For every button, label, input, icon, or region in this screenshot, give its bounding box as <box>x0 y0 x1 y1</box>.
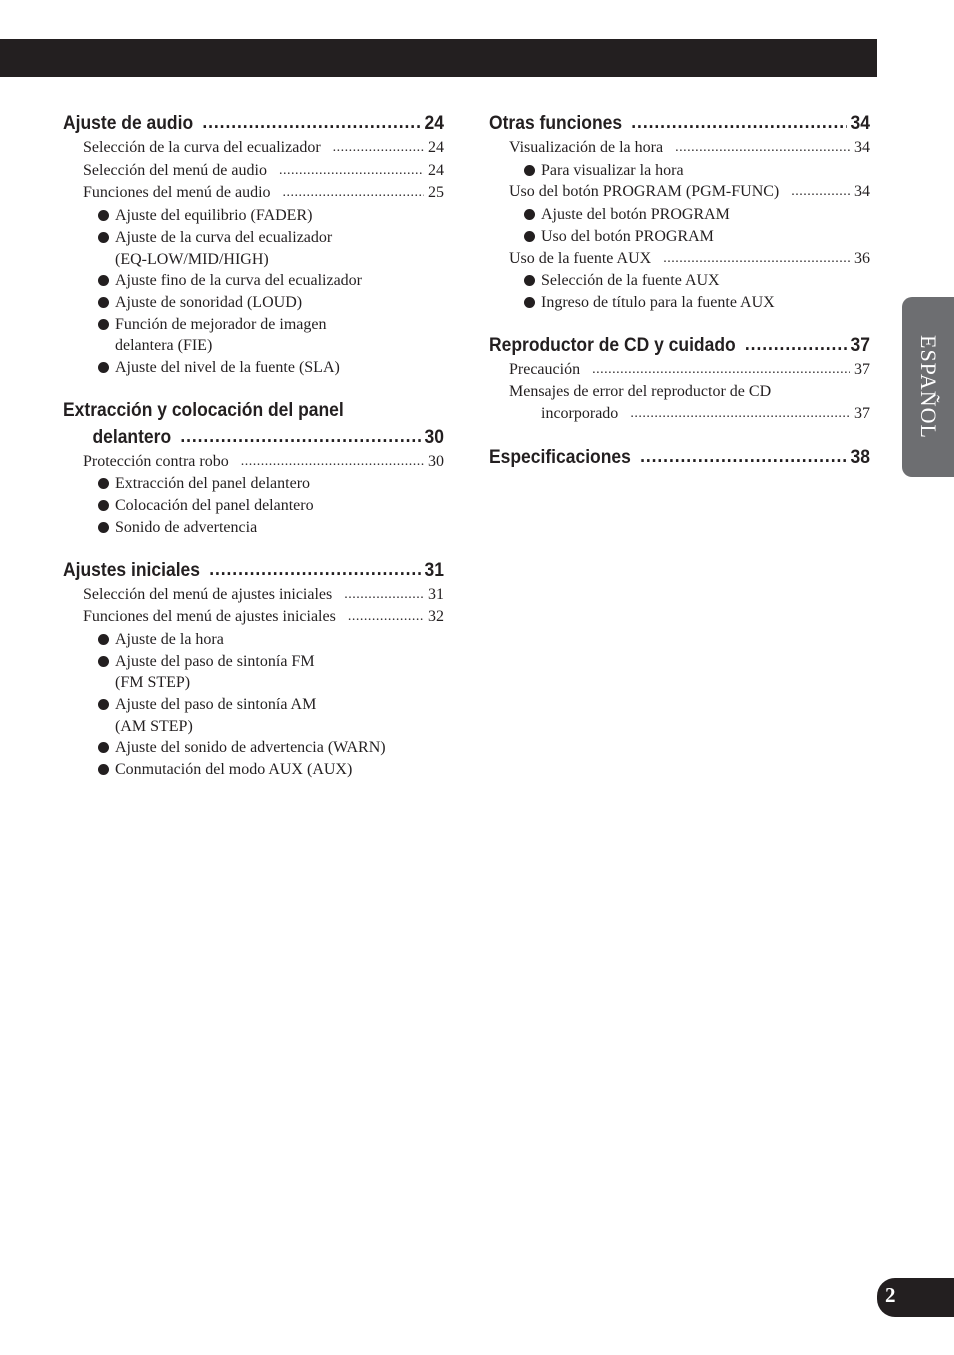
bullet-icon <box>98 297 109 308</box>
toc-bullet-entry[interactable] <box>63 629 444 651</box>
entry-text: Funciones del menú de ajustes iniciales <box>83 608 336 626</box>
bullet-icon <box>98 210 109 221</box>
toc-section <box>63 557 444 781</box>
bullet-icon <box>524 231 535 242</box>
entry-page-number: 30 <box>428 452 444 470</box>
section-page-number: 34 <box>850 113 871 134</box>
section-title[interactable] <box>489 332 870 359</box>
bullet-text-block <box>541 204 730 226</box>
toc-bullet-entry[interactable] <box>63 270 444 292</box>
section-title-text: delantero <box>92 426 172 448</box>
toc-bullet-entry[interactable] <box>63 651 444 694</box>
section-title-continued[interactable] <box>63 424 444 451</box>
bullet-text-block <box>115 270 362 292</box>
bullet-icon <box>524 165 535 176</box>
dot-leader <box>333 136 424 159</box>
bullet-text-block <box>115 737 386 759</box>
bullet-text-block <box>115 651 315 694</box>
toc-bullet-entry[interactable] <box>63 737 444 759</box>
section-page-number: 38 <box>850 446 871 468</box>
bullet-icon <box>524 275 535 286</box>
bullet-text: (EQ-LOW/MID/HIGH) <box>115 250 269 268</box>
entry-text: Uso del botón PROGRAM (PGM-FUNC) <box>509 183 780 201</box>
entry-text: Selección del menú de audio <box>83 161 267 179</box>
bullet-text-block <box>115 357 340 379</box>
toc-entry[interactable] <box>489 181 870 204</box>
section-title[interactable] <box>63 397 444 424</box>
toc-section <box>63 397 444 539</box>
entry-page-number: 25 <box>428 184 444 202</box>
toc-entry[interactable] <box>63 584 444 607</box>
toc-entry[interactable] <box>489 403 870 426</box>
bullet-text: Colocación del panel delantero <box>115 497 314 515</box>
entry-page-number: 31 <box>428 585 444 603</box>
entry-page-number: 24 <box>428 139 444 156</box>
bullet-icon <box>98 742 109 753</box>
entry-text: Funciones del menú de audio <box>83 184 271 202</box>
section-title[interactable] <box>489 110 870 137</box>
entry-page-number: 32 <box>428 608 444 626</box>
bullet-text: Ajuste fino de la curva del ecualizador <box>115 272 362 290</box>
bullet-icon <box>98 232 109 243</box>
bullet-text-block <box>115 517 257 539</box>
toc-bullet-entry[interactable] <box>63 759 444 781</box>
section-title-text: Ajuste de audio <box>63 113 194 134</box>
bullet-text-block <box>541 226 714 248</box>
language-tab <box>902 297 954 477</box>
dot-leader <box>663 247 850 270</box>
section-page-number: 30 <box>424 426 445 448</box>
bullet-text: (FM STEP) <box>115 674 191 692</box>
entry-page-number: 37 <box>854 360 870 378</box>
toc-bullet-entry[interactable] <box>489 160 870 182</box>
toc-bullet-entry[interactable] <box>489 204 870 226</box>
entry-page-number: 34 <box>854 139 870 156</box>
bullet-text: Selección de la fuente AUX <box>541 272 720 290</box>
dot-leader <box>344 583 424 606</box>
toc-left-column <box>63 110 444 799</box>
bullet-icon <box>98 362 109 373</box>
bullet-icon <box>524 297 535 308</box>
page-number-tab <box>877 1278 954 1317</box>
entry-page-number: 37 <box>854 405 870 423</box>
dot-leader <box>631 109 847 136</box>
entry-page-number: 36 <box>854 249 870 267</box>
bullet-icon <box>98 656 109 667</box>
dot-leader <box>348 605 424 628</box>
dot-leader <box>283 181 424 204</box>
entry-text: Selección del menú de ajustes iniciales <box>83 585 333 603</box>
bullet-text: Ajuste del equilibrio (FADER) <box>115 207 313 225</box>
bullet-icon <box>98 764 109 775</box>
toc-entry[interactable] <box>489 359 870 382</box>
bullet-icon <box>98 634 109 645</box>
section-page-number: 37 <box>850 334 871 356</box>
bullet-icon <box>98 478 109 489</box>
section-title[interactable] <box>63 557 444 584</box>
toc-bullet-entry[interactable] <box>63 517 444 539</box>
toc-bullet-entry[interactable] <box>489 226 870 248</box>
dot-leader <box>745 331 847 358</box>
bullet-icon <box>524 209 535 220</box>
bullet-text: Conmutación del modo AUX (AUX) <box>115 761 353 779</box>
toc-section <box>489 444 870 471</box>
bullet-text-block <box>115 292 302 314</box>
dot-leader <box>640 443 847 470</box>
dot-leader <box>202 109 421 136</box>
toc-right-column <box>489 110 870 489</box>
toc-bullet-entry[interactable] <box>63 694 444 737</box>
section-title-text: Especificaciones <box>489 446 631 468</box>
bullet-text: Sonido de advertencia <box>115 518 258 536</box>
bullet-text-block <box>115 759 352 781</box>
bullet-text-block <box>115 495 314 517</box>
bullet-text: Ajuste de la curva del ecualizador <box>115 228 333 246</box>
page-number: 2 <box>885 1283 896 1307</box>
entry-text: incorporado <box>541 405 619 423</box>
bullet-text-block <box>115 314 327 357</box>
dot-leader <box>675 136 850 159</box>
dot-leader <box>209 556 421 583</box>
dot-leader <box>592 358 850 381</box>
dot-leader <box>630 402 850 425</box>
toc-bullet-entry[interactable] <box>63 495 444 517</box>
toc-entry[interactable] <box>489 137 870 160</box>
bullet-text: Uso del botón PROGRAM <box>541 227 714 245</box>
dot-leader <box>241 450 424 473</box>
bullet-text-block <box>541 292 775 314</box>
bullet-icon <box>98 275 109 286</box>
entry-page-number: 34 <box>854 183 870 201</box>
bullet-text-block <box>115 473 310 495</box>
bullet-text: Para visualizar la hora <box>541 161 684 179</box>
section-title-text: Ajustes iniciales <box>63 559 200 581</box>
bullet-icon <box>98 699 109 710</box>
bullet-text-block <box>115 205 312 227</box>
dot-leader <box>279 159 424 182</box>
bullet-icon <box>98 522 109 533</box>
bullet-text: Ajuste del sonido de advertencia (WARN) <box>115 739 386 757</box>
bullet-text-block <box>115 629 224 651</box>
language-tab-label: ESPAÑOL <box>916 335 941 439</box>
toc-bullet-entry[interactable] <box>63 357 444 379</box>
bullet-text-block <box>115 227 332 270</box>
toc-bullet-entry[interactable] <box>63 205 444 227</box>
bullet-text: Ajuste del nivel de la fuente (SLA) <box>115 359 340 377</box>
dot-leader <box>180 423 421 450</box>
toc-entry[interactable] <box>63 160 444 183</box>
entry-text: Uso de la fuente AUX <box>509 249 652 267</box>
toc-section <box>489 332 870 426</box>
section-page-number: 31 <box>424 559 445 581</box>
bullet-text: Ajuste del paso de sintonía FM <box>115 652 315 670</box>
entry-text: Visualización de la hora <box>509 139 664 156</box>
bullet-text: Ajuste del paso de sintonía AM <box>115 696 317 714</box>
bullet-text: (AM STEP) <box>115 717 193 735</box>
bullet-text: Ajuste de la hora <box>115 630 224 648</box>
toc-entry[interactable] <box>63 137 444 160</box>
bullet-text: Ingreso de título para la fuente AUX <box>541 293 775 311</box>
toc-bullet-entry[interactable] <box>63 473 444 495</box>
section-page-number: 24 <box>424 113 445 134</box>
toc-bullet-entry[interactable] <box>489 270 870 292</box>
toc-entry[interactable] <box>489 248 870 271</box>
bullet-text: Ajuste del botón PROGRAM <box>541 206 730 224</box>
bullet-text-block <box>541 160 684 182</box>
section-title[interactable] <box>489 444 870 471</box>
toc-bullet-entry[interactable] <box>489 292 870 314</box>
bullet-icon <box>98 319 109 330</box>
section-title-text: Extracción y colocación del panel <box>63 399 344 421</box>
entry-page-number: 24 <box>428 161 444 179</box>
bullet-text: Ajuste de sonoridad (LOUD) <box>115 293 303 311</box>
toc-entry[interactable] <box>63 451 444 474</box>
bullet-text-block <box>541 270 720 292</box>
entry-text: Protección contra robo <box>83 452 229 470</box>
entry-text: Precaución <box>509 360 581 378</box>
bullet-text: delantera (FIE) <box>115 337 213 355</box>
toc-entry[interactable] <box>63 606 444 629</box>
toc-section <box>489 110 870 314</box>
toc-entry[interactable] <box>489 381 870 403</box>
bullet-text-block <box>115 694 316 737</box>
toc-bullet-entry[interactable] <box>63 314 444 357</box>
bullet-text: Extracción del panel delantero <box>115 475 311 493</box>
entry-text: Selección de la curva del ecualizador <box>83 139 321 156</box>
section-title[interactable] <box>63 110 444 137</box>
top-banner <box>0 39 877 77</box>
toc-entry[interactable] <box>63 182 444 205</box>
entry-text: Mensajes de error del reproductor de CD <box>509 383 772 401</box>
toc-bullet-entry[interactable] <box>63 227 444 270</box>
dot-leader <box>791 180 850 203</box>
toc-bullet-entry[interactable] <box>63 292 444 314</box>
toc-section <box>63 110 444 379</box>
section-title-text: Reproductor de CD y cuidado <box>489 334 736 356</box>
bullet-icon <box>98 500 109 511</box>
bullet-text: Función de mejorador de imagen <box>115 315 327 333</box>
section-title-text: Otras funciones <box>489 113 623 134</box>
